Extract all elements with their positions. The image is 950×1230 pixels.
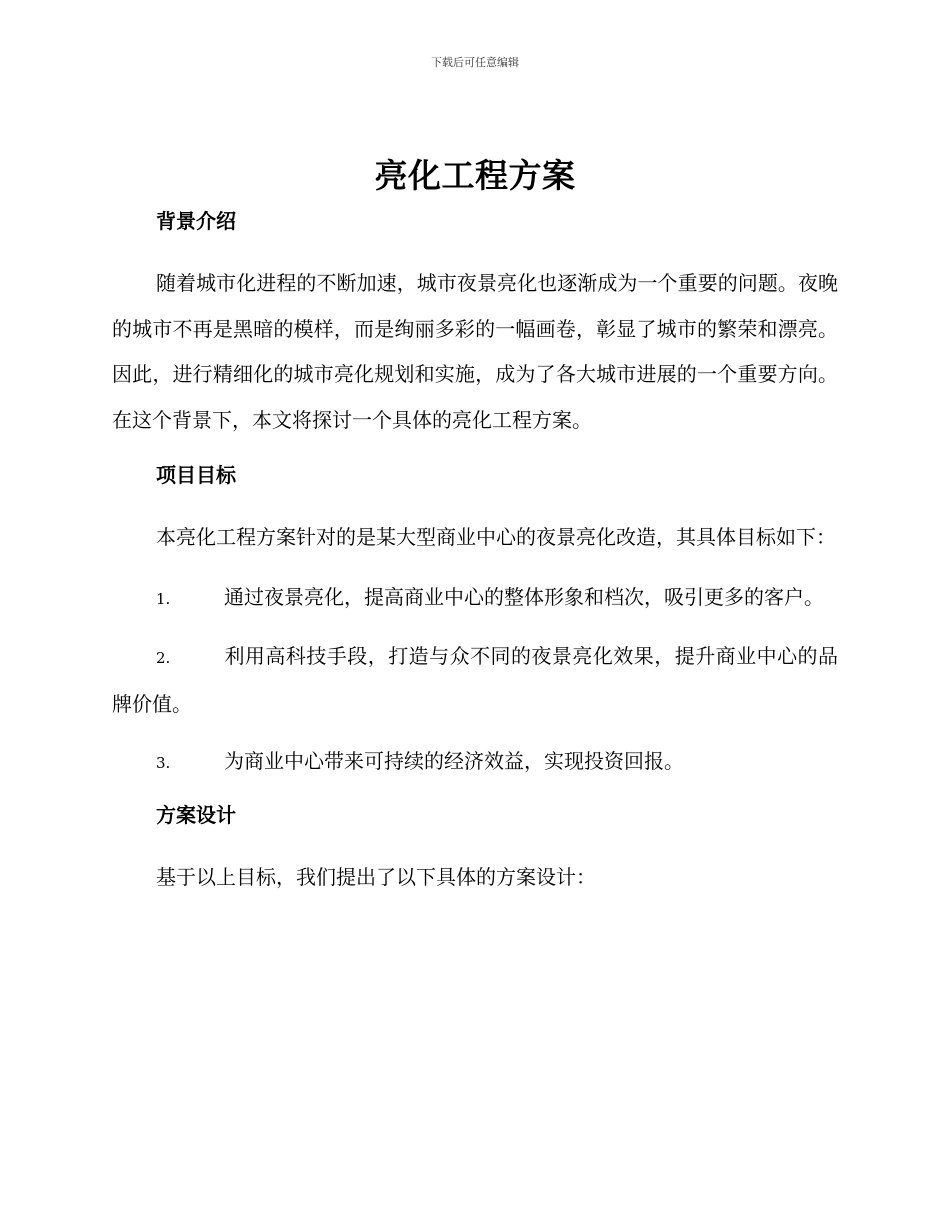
list-text: 利用高科技手段，打造与众不同的夜景亮化效果，提升商业中心的品牌价值。 bbox=[112, 644, 838, 716]
section-heading: 背景介绍 bbox=[156, 209, 236, 233]
section-paragraph: 随着城市化进程的不断加速，城市夜景亮化也逐渐成为一个重要的问题。夜晚的城市不再是黑暗的模样，而是绚丽多彩的一幅画卷，彰显了城市的繁荣和漂亮。因此，进行精细化的城市亮化规划和实施，成为了各大城市进展的一个重要方向。在这个背景下，本文将探讨一个具体的亮化工程方案。 bbox=[112, 271, 838, 432]
section-heading: 项目目标 bbox=[156, 463, 236, 487]
section-paragraph: 本亮化工程方案针对的是某大型商业中心的夜景亮化改造，其具体目标如下： bbox=[156, 525, 836, 549]
goal-list-item bbox=[112, 575, 838, 623]
section-goals bbox=[112, 457, 838, 787]
goal-list-item bbox=[112, 739, 838, 787]
document-body bbox=[112, 203, 838, 914]
section-background bbox=[112, 203, 838, 443]
list-number: 2. bbox=[156, 649, 171, 667]
header-note: 下载后可任意编辑 bbox=[431, 56, 519, 69]
document-title: 亮化工程方案 bbox=[374, 156, 576, 195]
list-number: 1. bbox=[156, 589, 171, 608]
list-text: 为商业中心带来可持续的经济效益，实现投资回报。 bbox=[224, 749, 684, 773]
section-paragraph: 基于以上目标，我们提出了以下具体的方案设计： bbox=[156, 864, 596, 889]
section-heading: 方案设计 bbox=[156, 802, 236, 827]
section-design bbox=[112, 797, 838, 901]
goal-list-item bbox=[112, 634, 838, 727]
list-text: 通过夜景亮化，提高商业中心的整体形象和档次，吸引更多的客户。 bbox=[224, 584, 824, 609]
list-number: 3. bbox=[156, 754, 171, 772]
